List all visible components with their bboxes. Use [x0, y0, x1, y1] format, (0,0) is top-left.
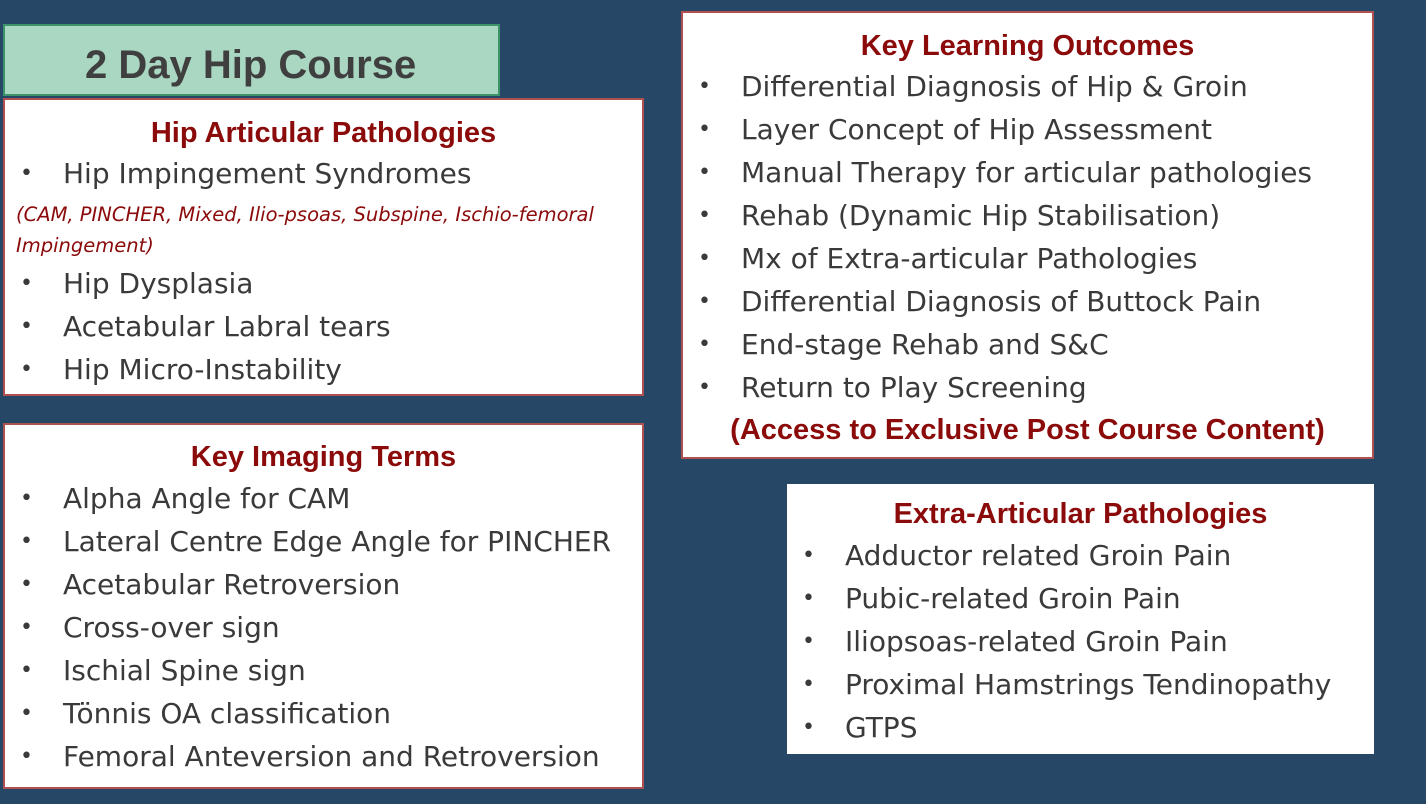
list-item: [20, 735, 640, 778]
learning-outcomes-list: [698, 65, 1368, 409]
list-item-label: Hip Dysplasia: [63, 267, 254, 300]
articular-pathologies-list-bottom: [20, 262, 630, 391]
list-item-label: Hip Micro-Instability: [63, 353, 342, 386]
list-item: [20, 152, 630, 195]
bullet-icon: •: [698, 332, 711, 357]
bullet-icon: •: [698, 117, 711, 142]
imaging-terms-title: Key Imaging Terms: [190, 441, 457, 473]
list-item: [20, 348, 630, 391]
list-item: [698, 194, 1368, 237]
list-item-label: Adductor related Groin Pain: [845, 539, 1232, 572]
bullet-icon: •: [698, 74, 711, 99]
list-item-label: Layer Concept of Hip Assessment: [741, 113, 1213, 146]
bullet-icon: •: [802, 715, 815, 740]
list-item-label: Manual Therapy for articular pathologies: [741, 156, 1313, 189]
list-item-label: Acetabular Labral tears: [63, 310, 391, 343]
list-item-label: Tönnis OA classification: [63, 697, 392, 730]
list-item: [20, 477, 640, 520]
list-item: [698, 65, 1368, 108]
bullet-icon: •: [20, 314, 33, 339]
bullet-icon: •: [20, 701, 33, 726]
list-item-label: Iliopsoas-related Groin Pain: [845, 625, 1228, 658]
list-item-label: Differential Diagnosis of Buttock Pain: [741, 285, 1262, 318]
bullet-icon: •: [802, 672, 815, 697]
learning-outcomes-title: Key Learning Outcomes: [860, 30, 1195, 62]
extra-articular-panel: [787, 484, 1374, 754]
list-item: [698, 151, 1368, 194]
list-item: [698, 237, 1368, 280]
articular-pathologies-list-top: [20, 152, 630, 195]
bullet-icon: •: [698, 160, 711, 185]
extra-articular-list: [802, 534, 1372, 749]
list-item: [802, 706, 1372, 749]
bullet-icon: •: [20, 271, 33, 296]
list-item: [802, 577, 1372, 620]
bullet-icon: •: [20, 744, 33, 769]
bullet-icon: •: [698, 246, 711, 271]
bullet-icon: •: [20, 658, 33, 683]
list-item: [20, 520, 640, 563]
articular-pathologies-title: Hip Articular Pathologies: [150, 117, 497, 149]
bullet-icon: •: [20, 357, 33, 382]
articular-pathologies-panel: [3, 98, 644, 396]
bullet-icon: •: [802, 629, 815, 654]
bullet-icon: •: [698, 375, 711, 400]
list-item: [20, 305, 630, 348]
bullet-icon: •: [802, 586, 815, 611]
list-item: [698, 366, 1368, 409]
list-item: [20, 606, 640, 649]
list-item-label: Alpha Angle for CAM: [63, 482, 351, 515]
list-item: [802, 663, 1372, 706]
list-item: [698, 108, 1368, 151]
list-item: [20, 649, 640, 692]
list-item: [802, 620, 1372, 663]
bullet-icon: •: [698, 289, 711, 314]
impingement-types-note: (CAM, PINCHER, Mixed, Ilio-psoas, Subspine, Ischio-femoral Impingement): [16, 203, 594, 257]
bullet-icon: •: [20, 529, 33, 554]
list-item: [20, 262, 630, 305]
bullet-icon: •: [20, 615, 33, 640]
list-item: [698, 280, 1368, 323]
list-item-label: Hip Impingement Syndromes: [63, 157, 472, 190]
list-item-label: Acetabular Retroversion: [63, 568, 401, 601]
list-item: [20, 563, 640, 606]
bullet-icon: •: [20, 572, 33, 597]
list-item-label: Proximal Hamstrings Tendinopathy: [845, 668, 1332, 701]
list-item-label: Cross-over sign: [63, 611, 280, 644]
list-item-label: Pubic-related Groin Pain: [845, 582, 1181, 615]
imaging-terms-panel: [3, 423, 644, 789]
list-item-label: End-stage Rehab and S&C: [741, 328, 1109, 361]
list-item-label: Differential Diagnosis of Hip & Groin: [741, 70, 1248, 103]
list-item: [20, 692, 640, 735]
list-item-label: Ischial Spine sign: [63, 654, 306, 687]
list-item-label: Rehab (Dynamic Hip Stabilisation): [741, 199, 1221, 232]
bullet-icon: •: [20, 161, 33, 186]
list-item: [802, 534, 1372, 577]
bullet-icon: •: [698, 203, 711, 228]
learning-outcomes-panel: [681, 11, 1374, 459]
bullet-icon: •: [802, 543, 815, 568]
list-item-label: GTPS: [845, 711, 918, 744]
course-title: 2 Day Hip Course: [3, 24, 500, 96]
post-course-content-note: (Access to Exclusive Post Course Content): [730, 414, 1325, 446]
list-item-label: Femoral Anteversion and Retroversion: [63, 740, 600, 773]
bullet-icon: •: [20, 486, 33, 511]
list-item-label: Return to Play Screening: [741, 371, 1087, 404]
list-item-label: Mx of Extra-articular Pathologies: [741, 242, 1198, 275]
imaging-terms-list: [20, 477, 640, 778]
list-item: [698, 323, 1368, 366]
list-item-label: Lateral Centre Edge Angle for PINCHER: [63, 525, 612, 558]
extra-articular-title: Extra-Articular Pathologies: [893, 498, 1268, 530]
